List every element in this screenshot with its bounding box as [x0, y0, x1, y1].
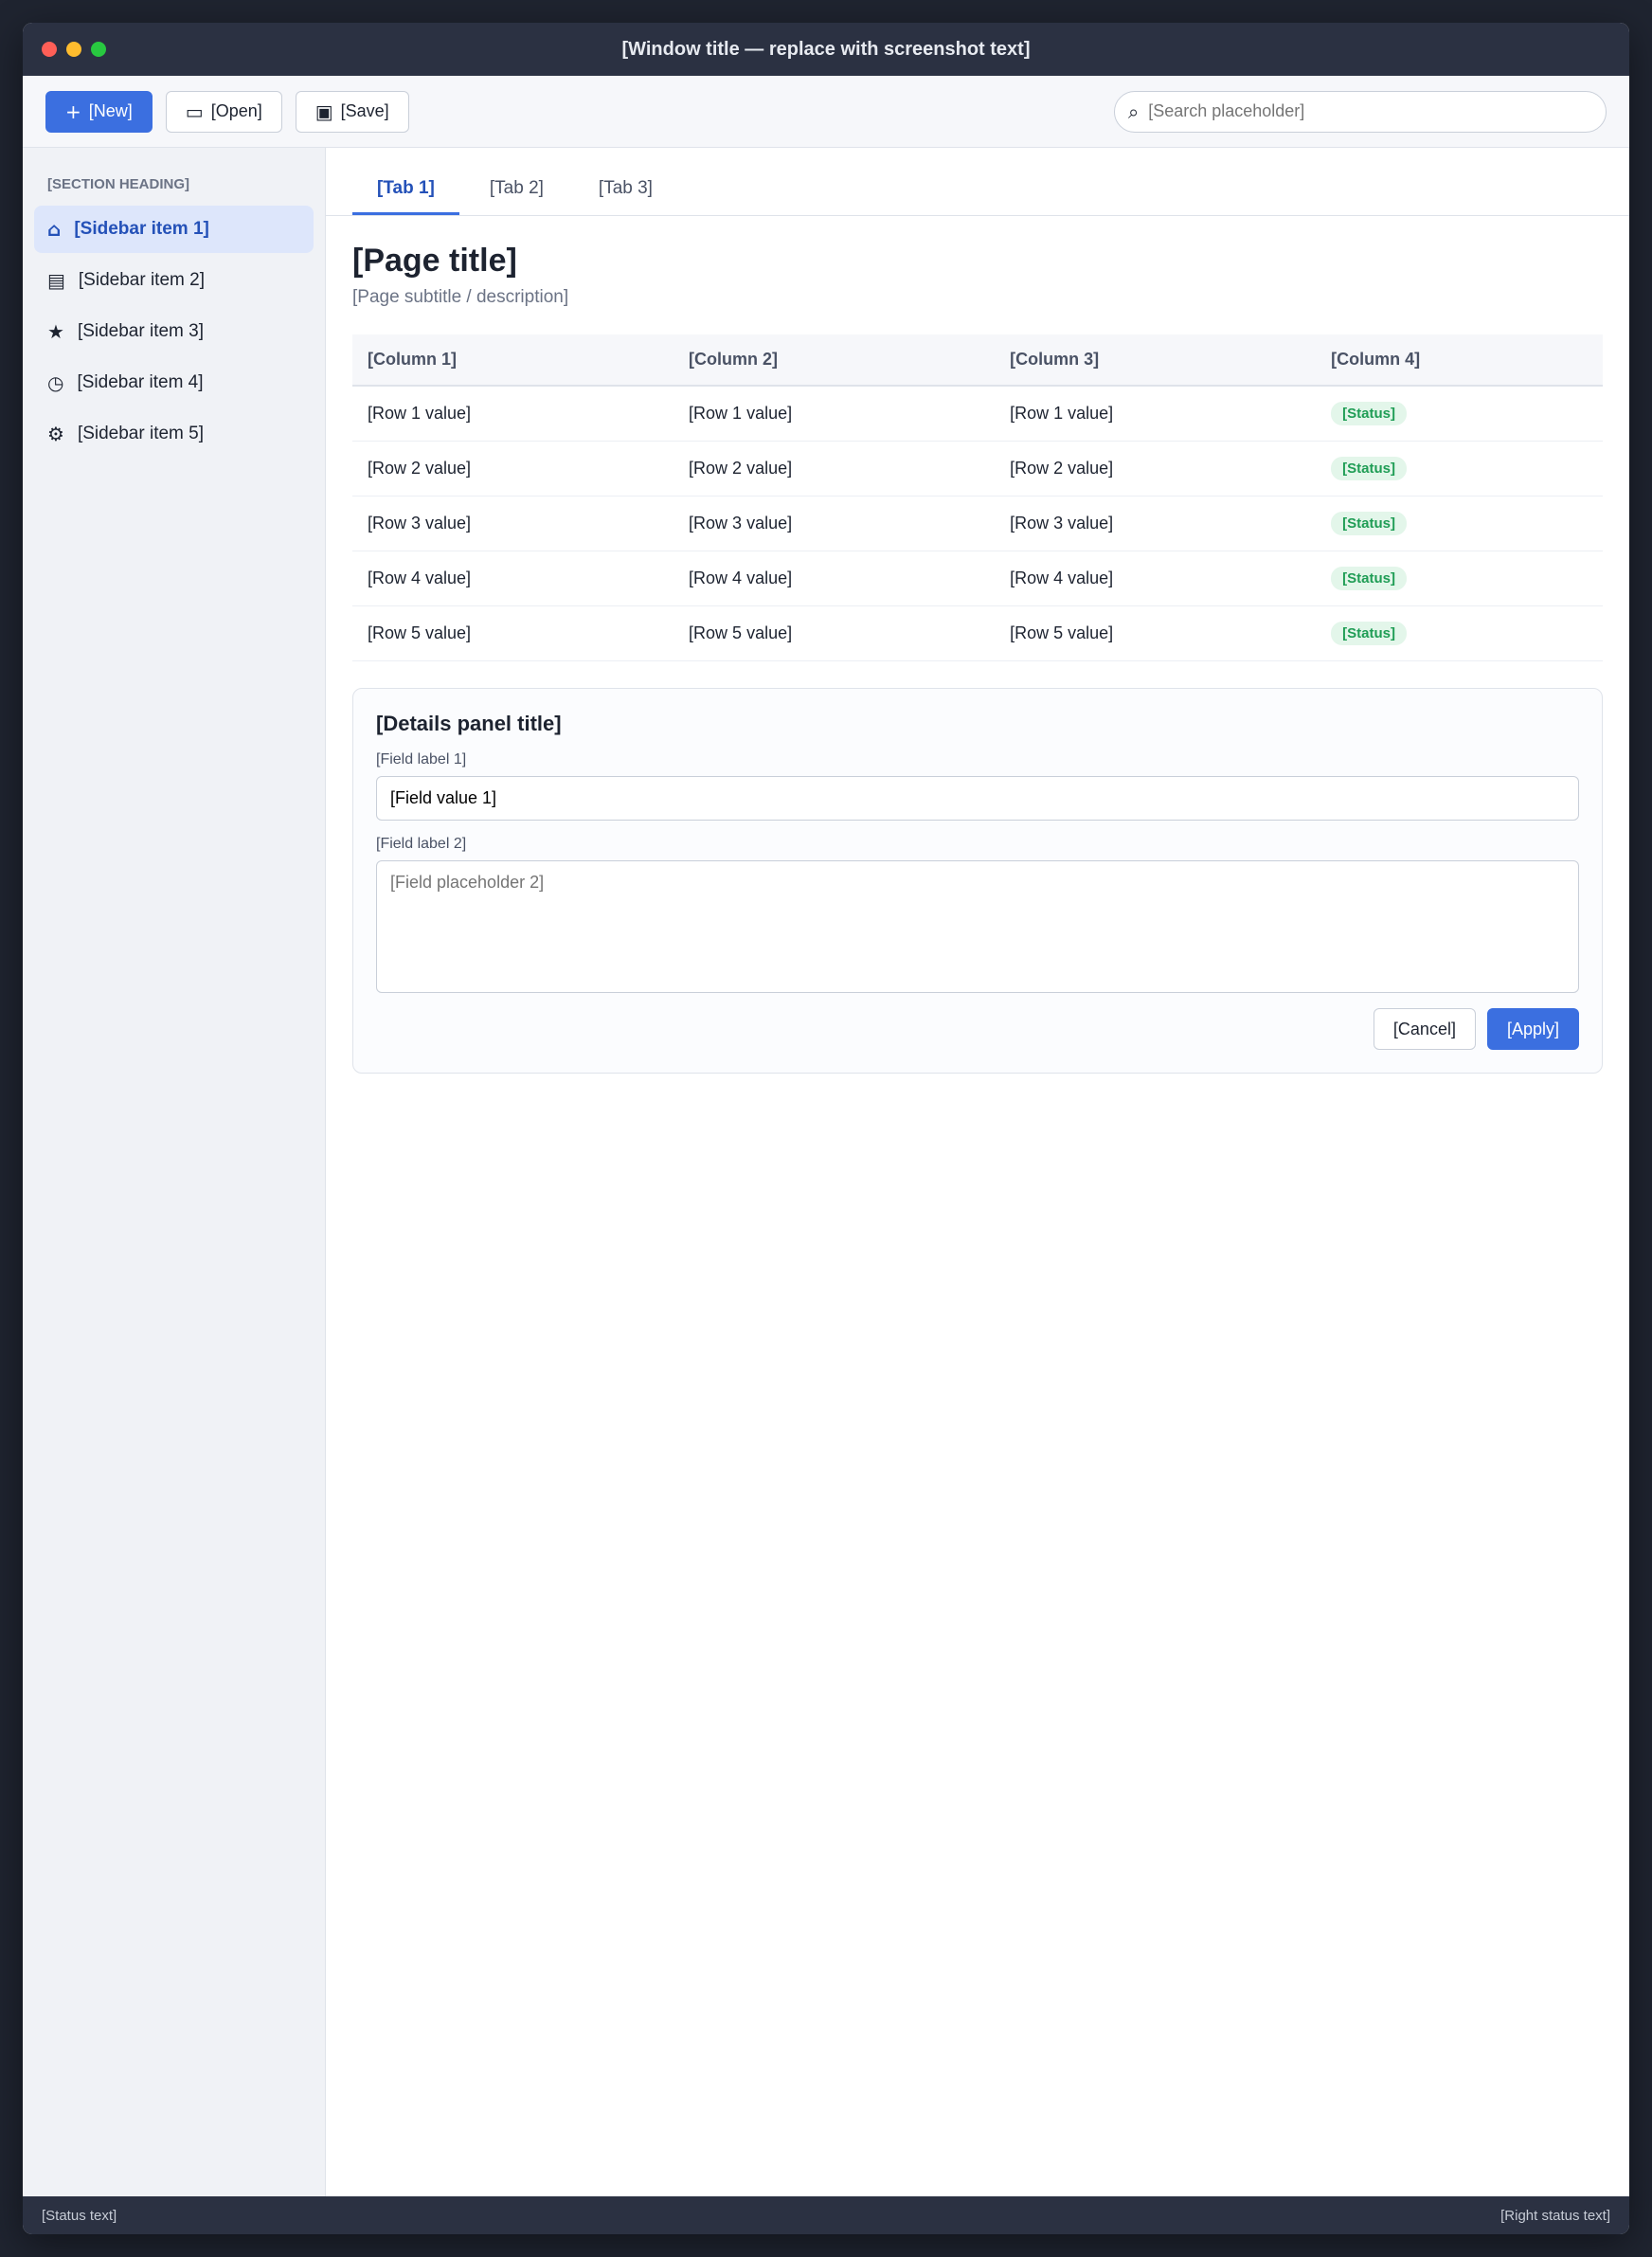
- table-cell: [Row 5 value]: [995, 606, 1316, 661]
- new-button[interactable]: [45, 91, 153, 133]
- sidebar-item-3[interactable]: [34, 308, 314, 355]
- table-row[interactable]: [352, 386, 1603, 442]
- sidebar-item-label: [Sidebar item 3]: [77, 321, 205, 341]
- field-2-label: [Field label 2]: [376, 836, 467, 852]
- star-icon: ★: [47, 320, 64, 343]
- table-cell: [Row 2 value]: [673, 442, 995, 497]
- details-panel-title: [Details panel title]: [376, 712, 562, 735]
- tab-1[interactable]: [Tab 1]: [352, 165, 459, 215]
- minimize-window-button[interactable]: [66, 42, 81, 57]
- sidebar-item-1[interactable]: [34, 206, 314, 253]
- status-badge: [Status]: [1331, 567, 1407, 590]
- sidebar-item-label: [Sidebar item 5]: [77, 424, 205, 443]
- window-controls: [42, 42, 106, 57]
- column-header[interactable]: [Column 2]: [673, 334, 995, 386]
- title-bar: [23, 23, 1629, 76]
- gear-icon: ⚙: [47, 423, 64, 445]
- sidebar-heading: [SECTION HEADING]: [47, 176, 189, 192]
- save-button[interactable]: [296, 91, 409, 133]
- search-box: [1114, 91, 1607, 133]
- open-button[interactable]: [166, 91, 282, 133]
- content: [326, 216, 1629, 2196]
- table-header-row: [352, 334, 1603, 386]
- table-cell: [Row 2 value]: [352, 442, 673, 497]
- details-panel: [352, 688, 1603, 1074]
- status-text: [Status text]: [42, 2207, 117, 2224]
- main-area: [326, 148, 1629, 2196]
- status-bar: [23, 2196, 1629, 2234]
- table-cell: [Row 5 value]: [352, 606, 673, 661]
- status-text-right: [Right status text]: [1500, 2207, 1610, 2224]
- table-cell: [Row 1 value]: [352, 386, 673, 442]
- tab-bar: [326, 148, 1629, 216]
- table-row[interactable]: [352, 606, 1603, 661]
- folder-open-icon: ▭: [185, 99, 204, 123]
- tab-2[interactable]: [Tab 2]: [489, 178, 544, 198]
- window-title: [Window title — replace with screenshot text]: [621, 38, 1031, 60]
- app-body: [23, 148, 1629, 2196]
- field-2: [376, 836, 1579, 993]
- table-cell: [Row 3 value]: [673, 497, 995, 551]
- field-1: [376, 751, 1579, 821]
- page-title: [Page title]: [352, 243, 517, 279]
- field-2-textarea[interactable]: [376, 860, 1579, 993]
- folder-icon: ▤: [47, 269, 65, 292]
- status-badge: [Status]: [1331, 457, 1407, 480]
- page-subtitle: [Page subtitle / description]: [352, 287, 569, 307]
- plus-icon: +: [65, 99, 81, 123]
- save-button-label: [Save]: [340, 101, 389, 120]
- open-button-label: [Open]: [210, 101, 262, 120]
- save-icon: ▣: [314, 99, 333, 123]
- table-cell: [Row 4 value]: [995, 551, 1316, 606]
- sidebar-item-label: [Sidebar item 2]: [78, 270, 205, 290]
- table-cell: [Row 1 value]: [995, 386, 1316, 442]
- sidebar-item-label: [Sidebar item 1]: [74, 219, 209, 239]
- table-cell: [Row 3 value]: [995, 497, 1316, 551]
- sidebar-item-5[interactable]: [34, 410, 314, 458]
- search-input[interactable]: [1148, 101, 1592, 121]
- new-button-label: [New]: [88, 101, 133, 120]
- data-table: [352, 334, 1603, 661]
- table-cell: [1316, 497, 1603, 551]
- table-cell: [1316, 442, 1603, 497]
- table-cell: [1316, 551, 1603, 606]
- sidebar: [23, 148, 326, 2196]
- column-header[interactable]: [Column 4]: [1316, 334, 1603, 386]
- field-1-label: [Field label 1]: [376, 751, 467, 767]
- column-header[interactable]: [Column 3]: [995, 334, 1316, 386]
- maximize-window-button[interactable]: [91, 42, 106, 57]
- table-row[interactable]: [352, 497, 1603, 551]
- table-cell: [Row 4 value]: [352, 551, 673, 606]
- table-body: [352, 386, 1603, 661]
- toolbar: [23, 76, 1629, 148]
- table-cell: [Row 3 value]: [352, 497, 673, 551]
- column-header[interactable]: [Column 1]: [352, 334, 673, 386]
- status-badge: [Status]: [1331, 622, 1407, 645]
- table-cell: [Row 4 value]: [673, 551, 995, 606]
- table-cell: [1316, 386, 1603, 442]
- panel-actions: [376, 1008, 1579, 1050]
- sidebar-item-4[interactable]: [34, 359, 314, 406]
- status-badge: [Status]: [1331, 402, 1407, 425]
- close-window-button[interactable]: [42, 42, 57, 57]
- tab-3[interactable]: [Tab 3]: [598, 178, 653, 198]
- table-cell: [Row 1 value]: [673, 386, 995, 442]
- table-cell: [Row 5 value]: [673, 606, 995, 661]
- app-window: [23, 23, 1629, 2234]
- status-badge: [Status]: [1331, 512, 1407, 535]
- sidebar-item-label: [Sidebar item 4]: [77, 372, 204, 392]
- clock-icon: ◷: [47, 371, 64, 394]
- table-row[interactable]: [352, 442, 1603, 497]
- apply-button[interactable]: [Apply]: [1487, 1008, 1579, 1050]
- page-header: [352, 243, 1603, 308]
- table-cell: [1316, 606, 1603, 661]
- table-cell: [Row 2 value]: [995, 442, 1316, 497]
- cancel-button[interactable]: [Cancel]: [1374, 1008, 1476, 1050]
- field-1-input[interactable]: [376, 776, 1579, 821]
- table-row[interactable]: [352, 551, 1603, 606]
- home-icon: ⌂: [47, 218, 62, 241]
- sidebar-item-2[interactable]: [34, 257, 314, 304]
- search-icon: ⌕: [1128, 99, 1140, 123]
